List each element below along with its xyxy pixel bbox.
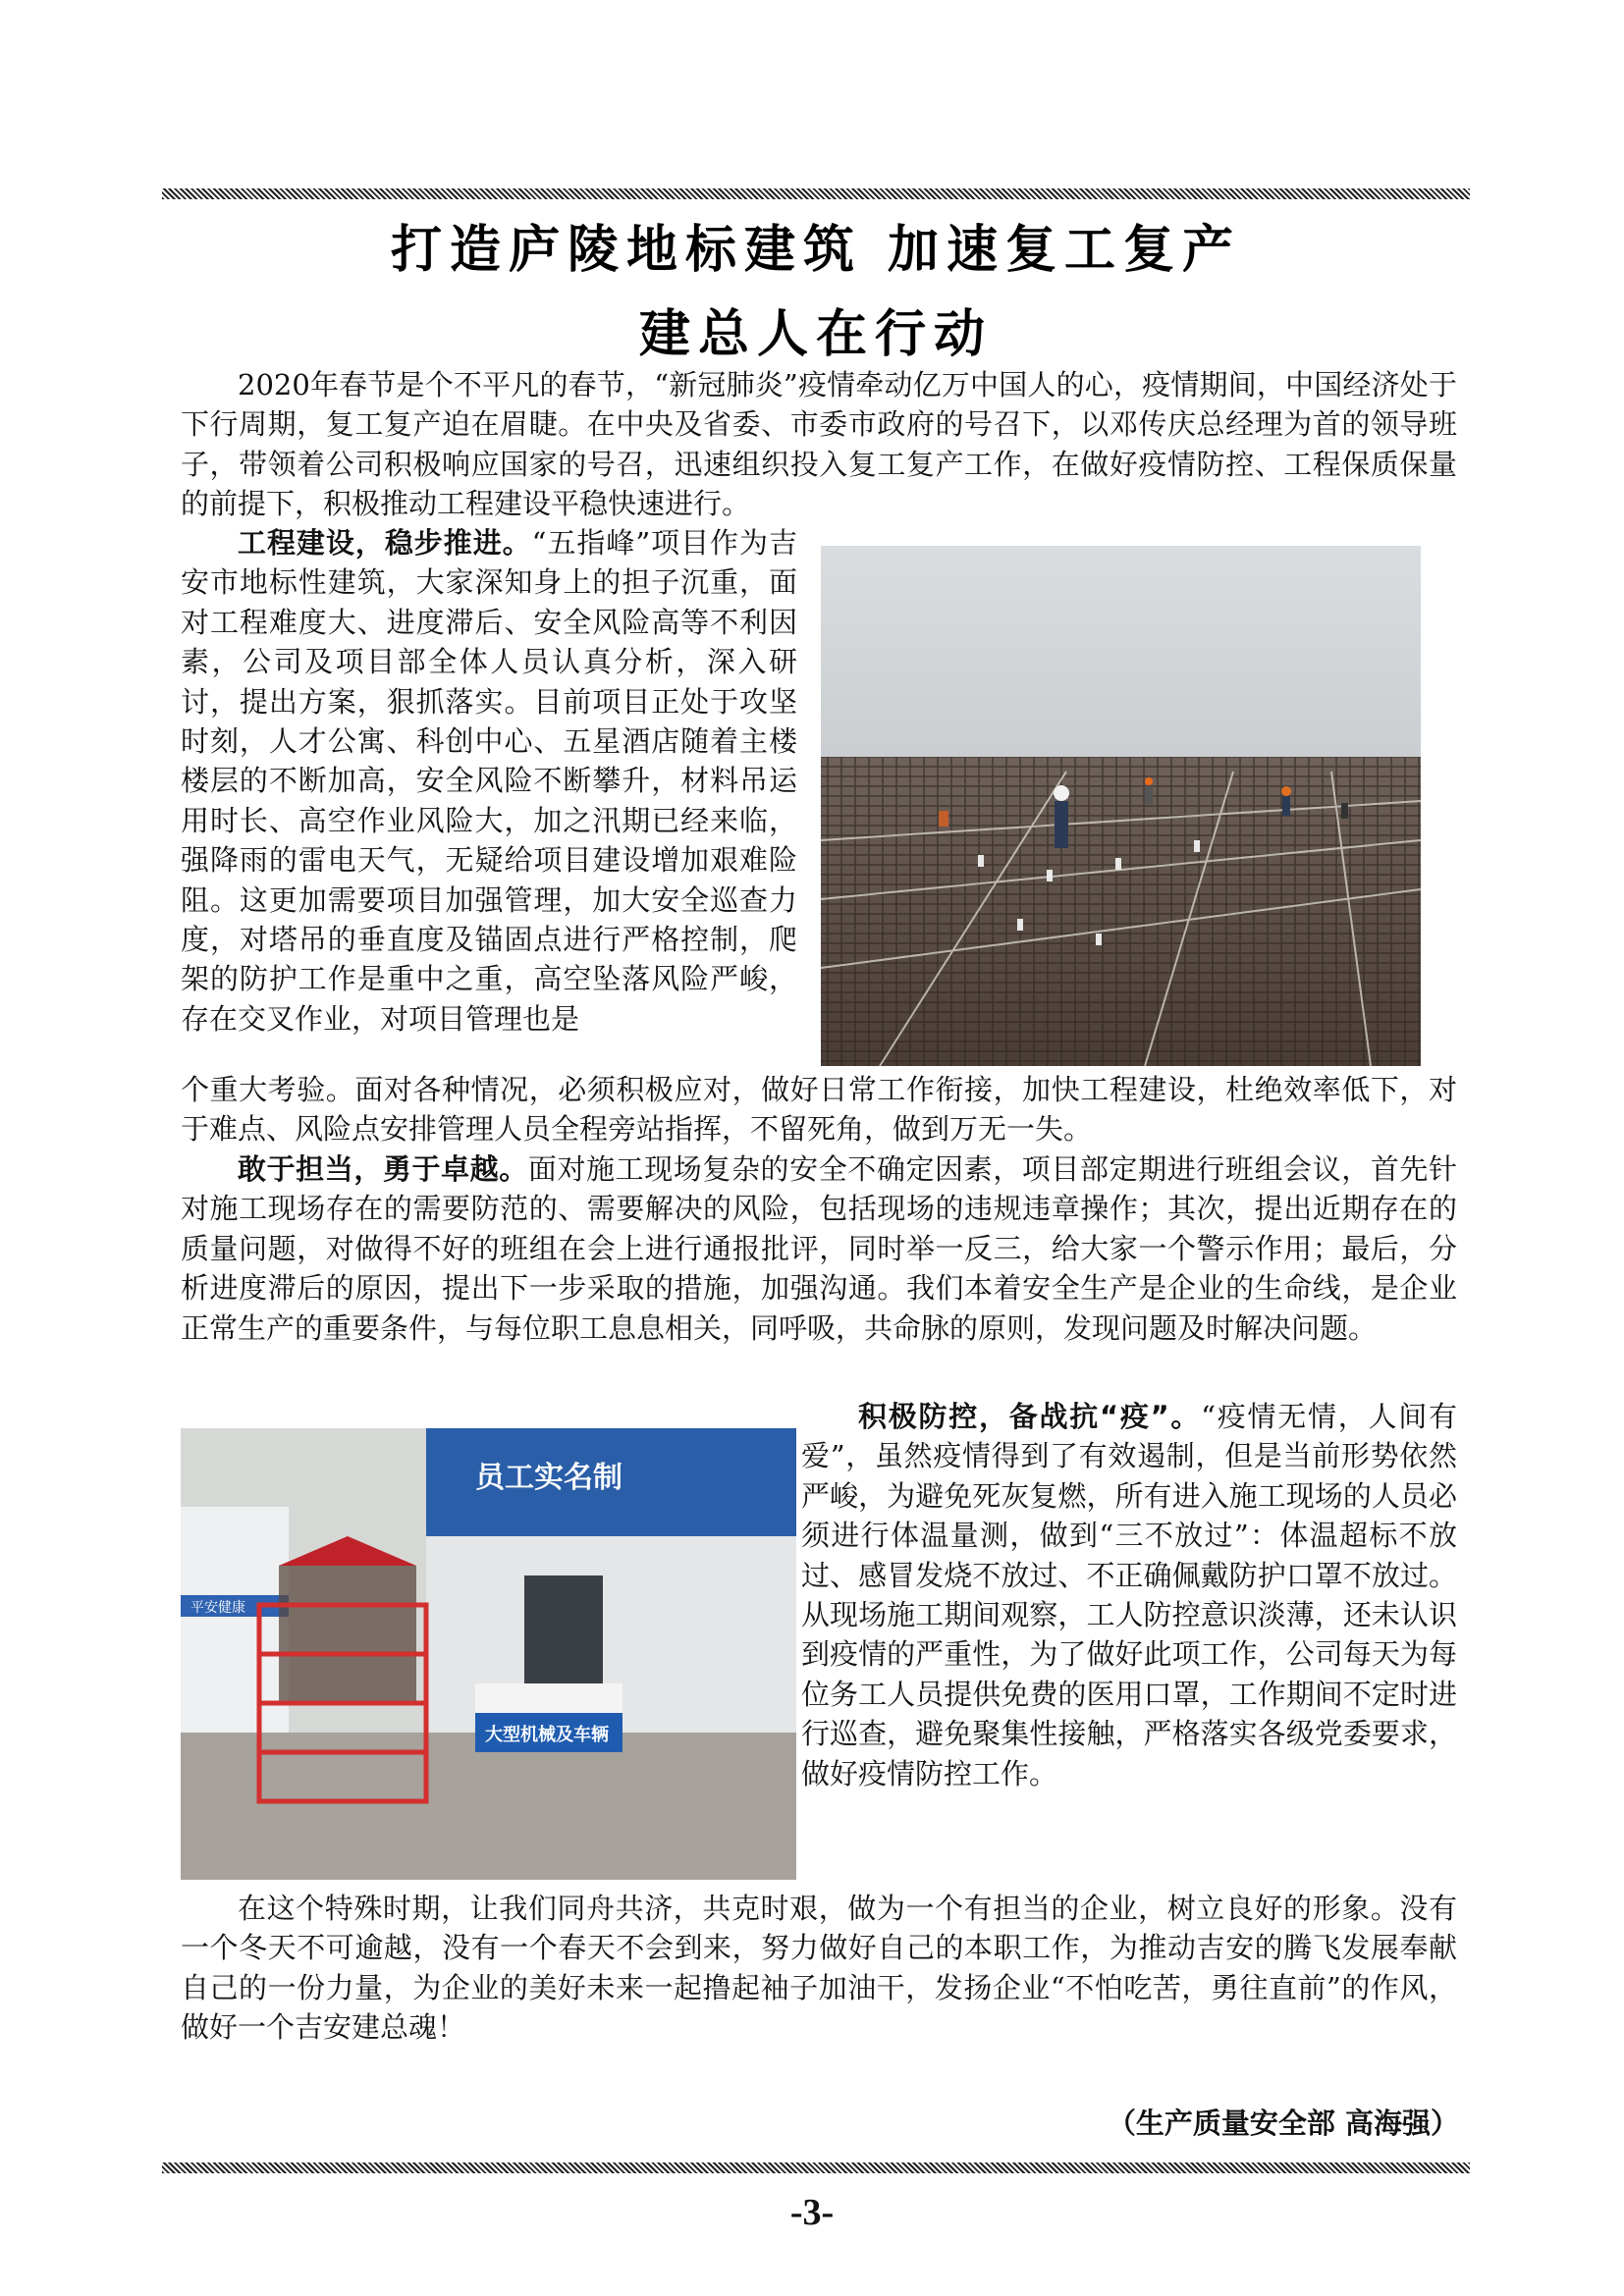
headline: 打造庐陵地标建筑 加速复工复产 bbox=[390, 221, 1242, 280]
section2-body: 面对施工现场复杂的安全不确定因素，项目部定期进行班组会议，首先针对施工现场存在的需要防范的、需要解决的风险，包括现场的违规违章操作；其次，提出近期存在的质量问题，对做得不好的班组在会上进行通报批评，同时举一反三，给大家一个警示作用；最后，分析进度滞后的原因，提出下一步采取的措施，加强沟通。我们本着安全生产是企业的生命线，是企业正常生产的重要条件，与每位职工息息相关，同呼吸，共命脉的原则，发现问题及时解决问题。 bbox=[181, 1152, 1457, 1345]
construction-site-photo bbox=[821, 546, 1421, 1066]
section1-body: “五指峰”项目作为吉安市地标性建筑，大家深知身上的担子沉重，面对工程难度大、进度滞后、安全风险高等不利因素，公司及项目部全体人员认真分析，深入研讨，提出方案，狠抓落实。目前项目正处于攻坚时刻，人才公寓、科创中心、五星酒店随着主楼楼层的不断加高，安全风险不断攀升，材料吊运用时长、高空作业风险大，加之汛期已经来临，强降雨的雷电天气，无疑给项目建设增加艰难险阻。这更加需要项目加强管理，加大安全巡查力度，对塔吊的垂直度及锚固点进行严格控制，爬架的防护工作是重中之重，高空坠落风险严峻，存在交叉作业，对项目管理也是 bbox=[181, 526, 797, 1036]
section2-heading: 敢于担当，勇于卓越。 bbox=[238, 1152, 528, 1186]
section3-heading: 积极防控，备战抗“疫”。 bbox=[858, 1400, 1202, 1433]
section1-continuation: 个重大考验。面对各种情况，必须积极应对，做好日常工作衔接，加快工程建设，杜绝效率低下，对于难点、风险点安排管理人员全程旁站指挥，不留死角，做到万无一失。 bbox=[181, 1073, 1457, 1147]
author-byline: （生产质量安全部 高海强） bbox=[1107, 2107, 1459, 2140]
section3-body: “疫情无情，人间有爱”，虽然疫情得到了有效遏制，但是当前形势依然严峻，为避免死灰复燃，所有进入施工现场的人员必须进行体温量测，做到“三不放过”：体温超标不放过、感冒发烧不放过、不正确佩戴防护口罩不放过。从现场施工期间观察，工人防控意识淡薄，还未认识到疫情的严重性，为了做好此项工作，公司每天为每位务工人员提供免费的医用口罩，工作期间不定时进行巡查，避免聚集性接触，严格落实各级党委要求，做好疫情防控工作。 bbox=[801, 1400, 1458, 1790]
intro-paragraph: 2020年春节是个不平凡的春节，“新冠肺炎”疫情牵动亿万中国人的心，疫情期间，中国经济处于下行周期，复工复产迫在眉睫。在中央及省委、市委市政府的号召下，以邓传庆总经理为首的领导班子，带领着公司积极响应国家的号召，迅速组织投入复工复产工作，在做好疫情防控、工程保质保量的前提下，积极推动工程建设平稳快速进行。 bbox=[181, 368, 1457, 521]
page-number: -3- bbox=[789, 2192, 835, 2233]
top-divider bbox=[162, 188, 1470, 199]
bottom-divider bbox=[162, 2163, 1470, 2173]
subheadline: 建总人在行动 bbox=[638, 305, 993, 364]
banner-sign: 员工实名制 bbox=[475, 1461, 623, 1495]
section1-paragraph bbox=[181, 523, 797, 1039]
left-wall-sign: 平安健康 bbox=[190, 1600, 245, 1616]
section1-heading: 工程建设，稳步推进。 bbox=[238, 526, 532, 560]
closing-paragraph: 在这个特殊时期，让我们同舟共济，共克时艰，做为一个有担当的企业，树立良好的形象。没有一个冬天不可逾越，没有一个春天不会到来，努力做好自己的本职工作，为推动吉安的腾飞发展奉献自己的一份力量，为企业的美好未来一起撸起袖子加油干，发扬企业“不怕吃苦，勇往直前”的作风，做好一个吉安建总魂！ bbox=[181, 1892, 1457, 2045]
entrance-checkpoint-photo bbox=[181, 1428, 796, 1880]
section2-paragraph bbox=[181, 1149, 1457, 1348]
blue-road-sign: 大型机械及车辆 bbox=[485, 1725, 609, 1745]
section3-paragraph bbox=[801, 1397, 1457, 1793]
